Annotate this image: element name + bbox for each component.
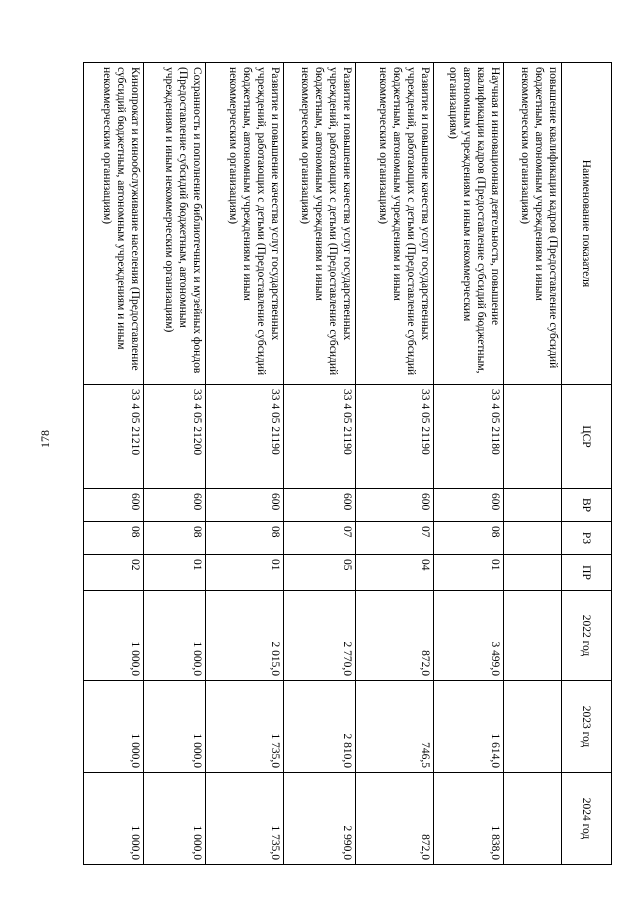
row-vr: 600 bbox=[84, 489, 144, 522]
column-header-rz: РЗ bbox=[562, 522, 612, 555]
row-rz bbox=[504, 522, 562, 555]
row-pr: 01 bbox=[144, 555, 206, 591]
row-csr bbox=[504, 385, 562, 489]
row-csr: 33 4 05 21200 bbox=[144, 385, 206, 489]
row-2023: 1 735,0 bbox=[206, 681, 284, 773]
row-pr: 04 bbox=[356, 555, 434, 591]
row-name: повышение квалификации кадров (Предоставление субсидий бюджетным, автономным учреждениям и иным некоммерческим организациям) bbox=[504, 63, 562, 385]
column-header-2024: 2024 год bbox=[562, 773, 612, 865]
row-pr: 02 bbox=[84, 555, 144, 591]
row-name: Научная и инновационная деятельность, повышение квалификации кадров (Предоставление субсидий бюджетным, автономным учреждениям и иным некоммерческим организациям) bbox=[434, 63, 504, 385]
row-name: Развитие и повышение качества услуг государственных учреждений, работающих с детьми (Предоставление субсидий бюджетным, автономным учреждениям и иным некоммерческим организациям) bbox=[206, 63, 284, 385]
row-2024: 1 838,0 bbox=[434, 773, 504, 865]
table-row bbox=[356, 63, 434, 865]
column-header-2023: 2023 год bbox=[562, 681, 612, 773]
table-row bbox=[504, 63, 562, 865]
row-rz: 08 bbox=[144, 522, 206, 555]
row-csr: 33 4 05 21190 bbox=[356, 385, 434, 489]
row-rz: 08 bbox=[206, 522, 284, 555]
row-rz: 07 bbox=[356, 522, 434, 555]
row-vr: 600 bbox=[434, 489, 504, 522]
row-csr: 33 4 05 21210 bbox=[84, 385, 144, 489]
row-name: Сохранность и пополнение библиотечных и музейных фондов (Предоставление субсидий бюджетным, автономным учреждениям и иным некоммерческим организациям) bbox=[144, 63, 206, 385]
row-csr: 33 4 05 21180 bbox=[434, 385, 504, 489]
row-2022: 1 000,0 bbox=[84, 591, 144, 681]
row-2023 bbox=[504, 681, 562, 773]
row-pr: 01 bbox=[206, 555, 284, 591]
row-name: Кинопрокат и кинообслуживание населения (Предоставление субсидий бюджетным, автономным учреждениям и иным некоммерческим организациям) bbox=[84, 63, 144, 385]
row-vr: 600 bbox=[144, 489, 206, 522]
row-2024: 1 735,0 bbox=[206, 773, 284, 865]
row-2022: 1 000,0 bbox=[144, 591, 206, 681]
row-vr bbox=[504, 489, 562, 522]
row-vr: 600 bbox=[356, 489, 434, 522]
row-2022: 872,0 bbox=[356, 591, 434, 681]
column-header-name: Наименование показателя bbox=[562, 63, 612, 385]
row-2022: 2 015,0 bbox=[206, 591, 284, 681]
row-name: Развитие и повышение качества услуг государственных учреждений, работающих с детьми (Предоставление субсидий бюджетным, автономным учреждениям и иным некоммерческим организациям) bbox=[284, 63, 356, 385]
row-vr: 600 bbox=[284, 489, 356, 522]
table-header-row bbox=[562, 63, 612, 865]
row-2022: 2 770,0 bbox=[284, 591, 356, 681]
column-header-2022: 2022 год bbox=[562, 591, 612, 681]
budget-table bbox=[83, 62, 612, 865]
row-2024: 872,0 bbox=[356, 773, 434, 865]
row-2023: 1 000,0 bbox=[144, 681, 206, 773]
row-csr: 33 4 05 21190 bbox=[284, 385, 356, 489]
table-row bbox=[284, 63, 356, 865]
row-2024: 1 000,0 bbox=[144, 773, 206, 865]
row-2024: 2 990,0 bbox=[284, 773, 356, 865]
row-name: Развитие и повышение качества услуг государственных учреждений, работающих с детьми (Предоставление субсидий бюджетным, автономным учреждениям и иным некоммерческим организациям) bbox=[356, 63, 434, 385]
row-rz: 08 bbox=[434, 522, 504, 555]
row-csr: 33 4 05 21190 bbox=[206, 385, 284, 489]
row-vr: 600 bbox=[206, 489, 284, 522]
table-row bbox=[206, 63, 284, 865]
rotated-table-sheet bbox=[101, 62, 612, 864]
row-rz: 08 bbox=[84, 522, 144, 555]
row-2023: 746,5 bbox=[356, 681, 434, 773]
row-2023: 1 000,0 bbox=[84, 681, 144, 773]
table-row bbox=[84, 63, 144, 865]
row-2023: 1 614,0 bbox=[434, 681, 504, 773]
column-header-pr: ПР bbox=[562, 555, 612, 591]
row-2024: 1 000,0 bbox=[84, 773, 144, 865]
row-2022 bbox=[504, 591, 562, 681]
row-rz: 07 bbox=[284, 522, 356, 555]
row-2024 bbox=[504, 773, 562, 865]
row-pr bbox=[504, 555, 562, 591]
table-row bbox=[434, 63, 504, 865]
page-number: 178 bbox=[38, 430, 52, 448]
column-header-csr: ЦСР bbox=[562, 385, 612, 489]
table-row bbox=[144, 63, 206, 865]
row-pr: 01 bbox=[434, 555, 504, 591]
row-2022: 3 499,0 bbox=[434, 591, 504, 681]
row-2023: 2 810,0 bbox=[284, 681, 356, 773]
row-pr: 05 bbox=[284, 555, 356, 591]
column-header-vr: ВР bbox=[562, 489, 612, 522]
